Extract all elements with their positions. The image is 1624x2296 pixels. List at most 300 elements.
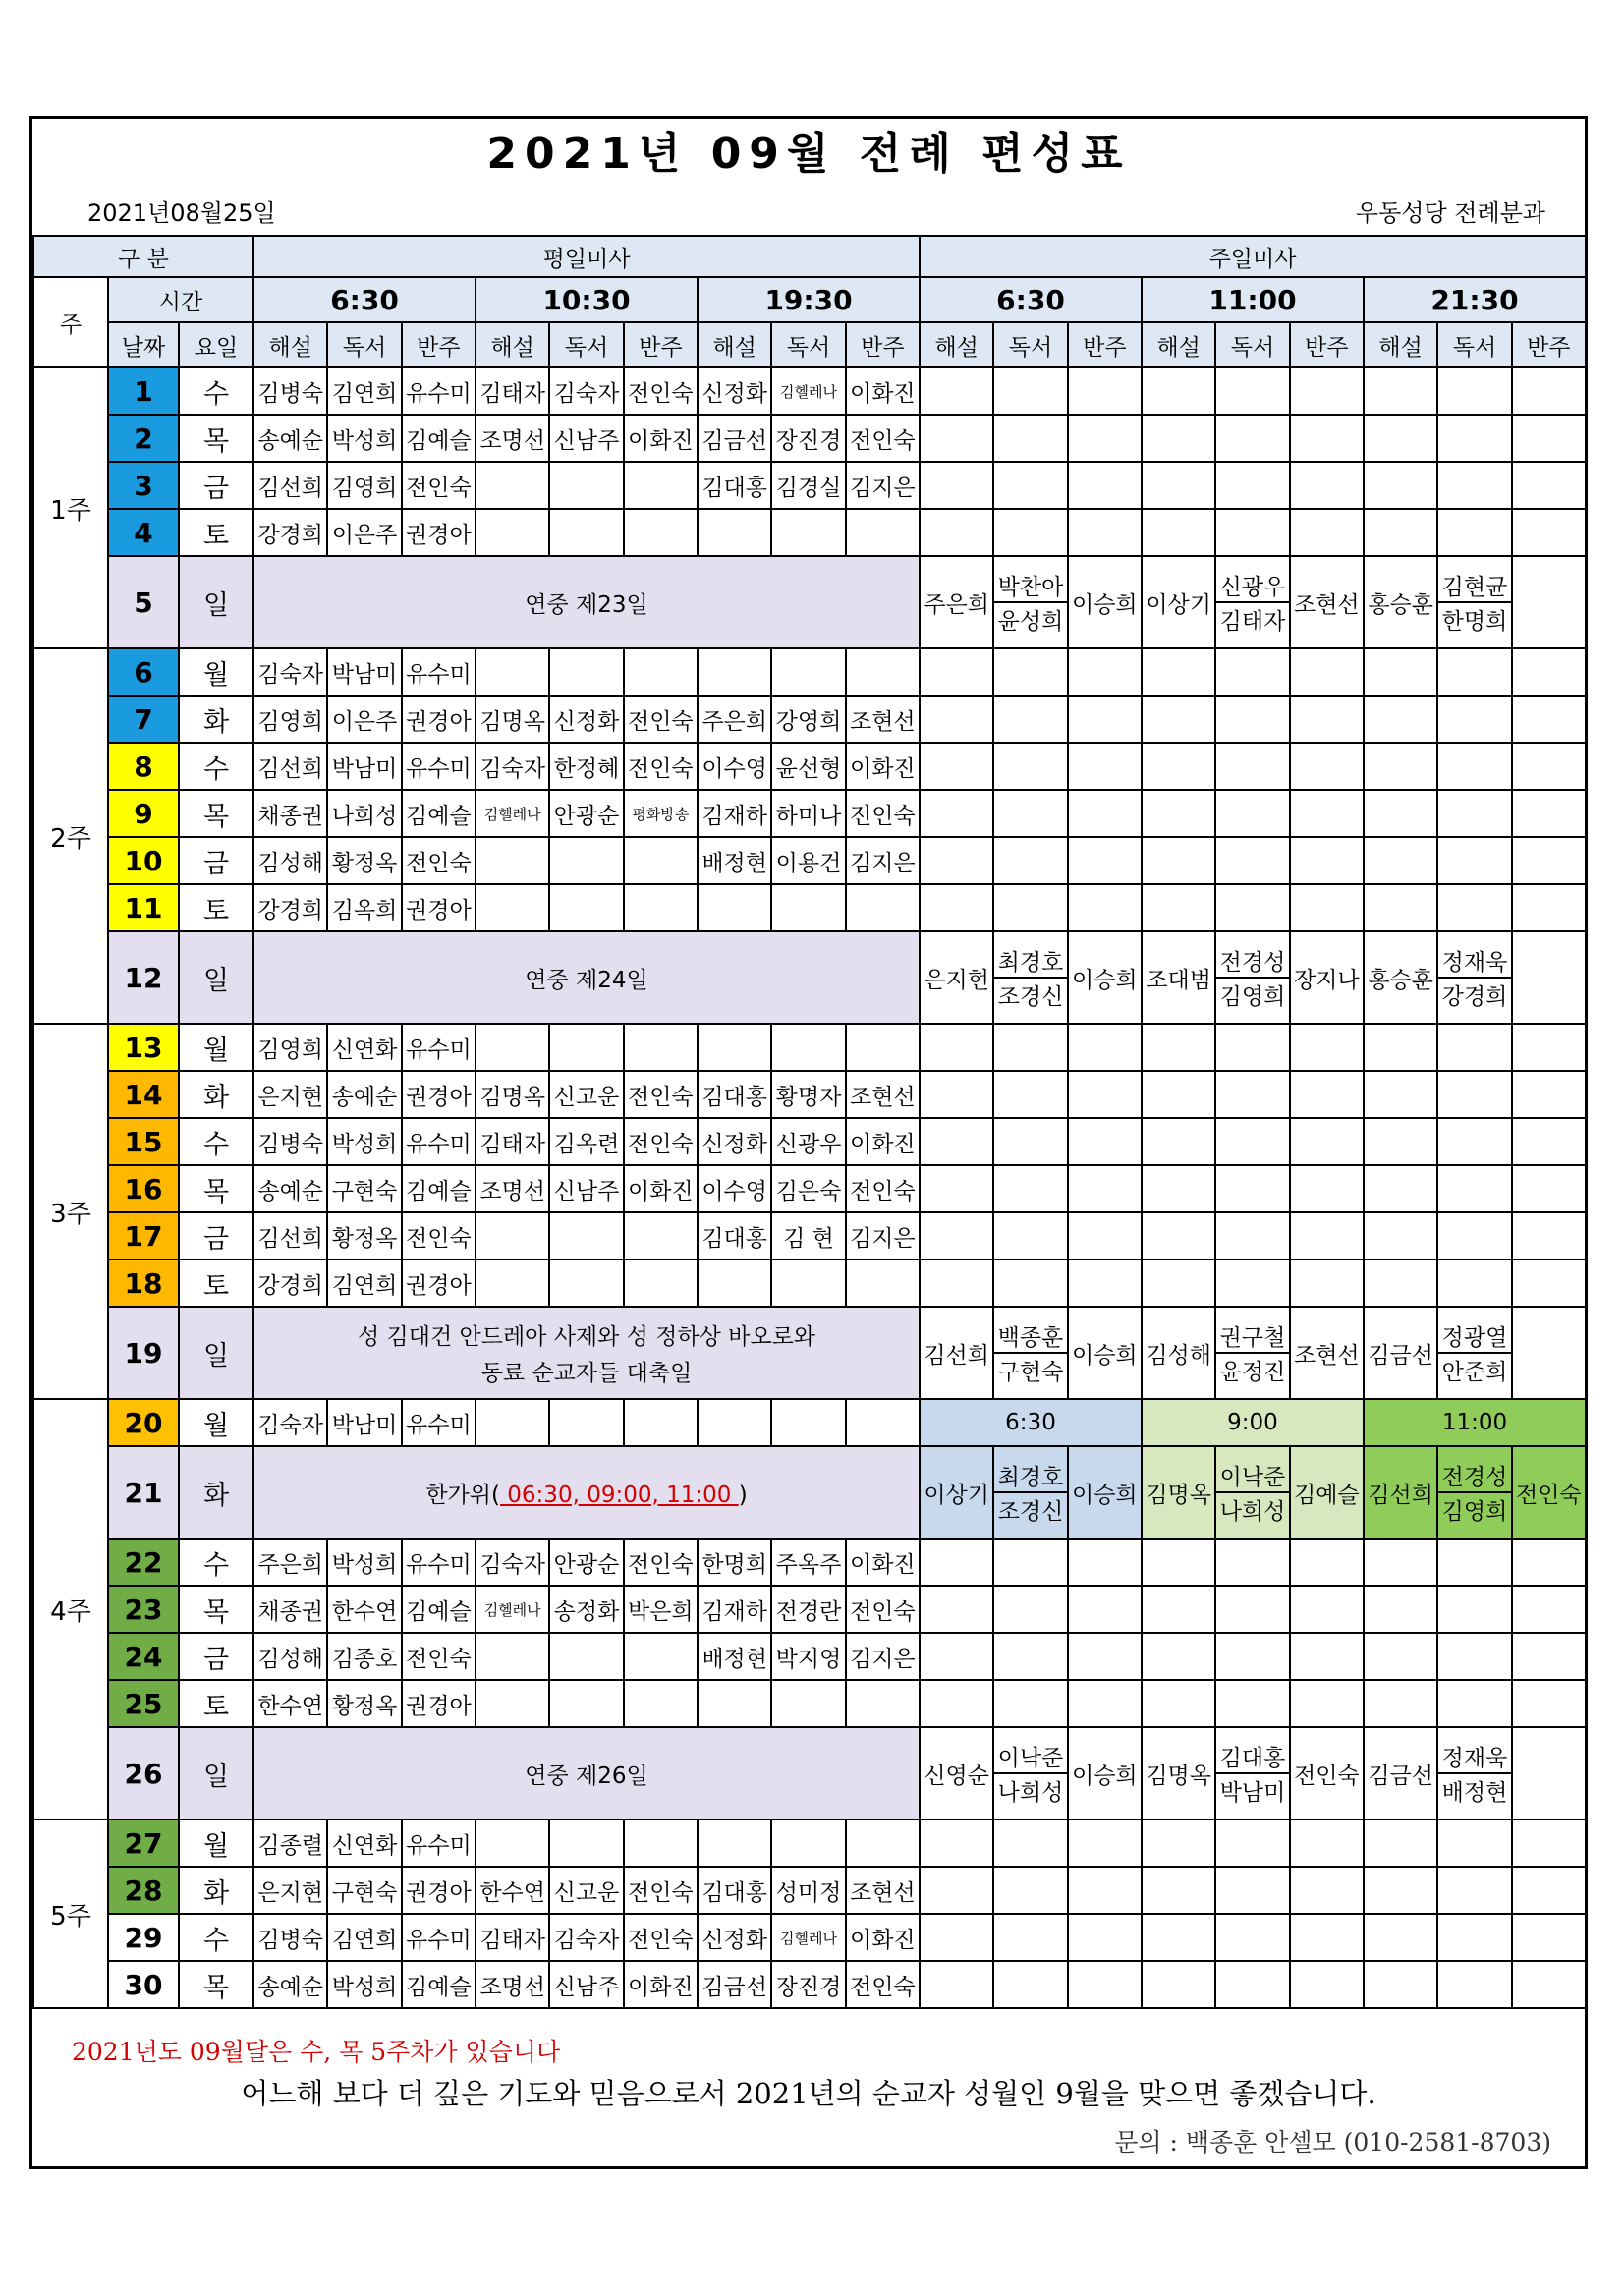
role-cell xyxy=(1512,1680,1586,1727)
role-cell xyxy=(993,415,1067,462)
date-cell: 16 xyxy=(108,1165,179,1212)
role-cell xyxy=(698,1024,771,1071)
role-cell: 김지은 xyxy=(846,837,920,884)
week-label: 5주 xyxy=(33,1820,108,2008)
role-cell: 김예슬 xyxy=(402,1586,476,1633)
role-cell xyxy=(1290,1118,1364,1165)
role-cell: 김태자 xyxy=(476,1914,549,1961)
role-cell xyxy=(920,790,993,837)
role-cell xyxy=(698,1399,771,1446)
role-cell: 전인숙 xyxy=(624,1071,698,1118)
weekday-cell: 목 xyxy=(179,790,253,837)
role-cell xyxy=(1068,790,1142,837)
role-cell: 신정화 xyxy=(698,1118,771,1165)
role-cell: 전인숙 xyxy=(624,1867,698,1914)
role-cell xyxy=(1215,696,1289,743)
role-cell: 신남주 xyxy=(549,415,623,462)
role-cell: 조명선 xyxy=(476,1961,549,2008)
role-cell xyxy=(1512,1212,1586,1260)
readers-cell xyxy=(1215,1307,1289,1399)
organ-cell: 전인숙 xyxy=(1512,1446,1586,1539)
organ-cell xyxy=(1512,556,1586,648)
document-organization: 우동성당 전례분과 xyxy=(1355,199,1545,227)
role-cell: 권경아 xyxy=(402,1867,476,1914)
role-cell xyxy=(1215,1914,1289,1961)
role-cell xyxy=(920,1820,993,1867)
date-cell: 3 xyxy=(108,462,179,509)
role-cell xyxy=(920,696,993,743)
header-weekday-time: 10:30 xyxy=(476,277,698,322)
role-cell xyxy=(1215,1961,1289,2008)
reader-name: 박남미 xyxy=(1219,1780,1286,1806)
feast-title-line: 연중 제24일 xyxy=(525,967,648,993)
role-cell: 전인숙 xyxy=(624,696,698,743)
role-cell: 김숙자 xyxy=(253,648,327,696)
role-cell: 나희성 xyxy=(327,790,401,837)
header-role: 독서 xyxy=(1437,322,1511,367)
role-cell: 김헬레나 xyxy=(476,790,549,837)
role-cell xyxy=(624,1680,698,1727)
role-cell: 김대홍 xyxy=(698,1071,771,1118)
feast-title-line: 연중 제26일 xyxy=(525,1763,648,1789)
reader-name: 나희성 xyxy=(1219,1499,1286,1525)
role-cell: 김재하 xyxy=(698,1586,771,1633)
role-cell xyxy=(1512,1024,1586,1071)
weekday-cell: 화 xyxy=(179,1446,253,1539)
role-cell xyxy=(920,1118,993,1165)
table-row xyxy=(33,1165,1586,1212)
role-cell xyxy=(624,1820,698,1867)
role-cell xyxy=(920,509,993,556)
role-cell xyxy=(993,1071,1067,1118)
table-row xyxy=(33,462,1586,509)
header-sunday-mass: 주일미사 xyxy=(920,236,1586,277)
role-cell xyxy=(1142,648,1215,696)
header-role: 독서 xyxy=(1215,322,1289,367)
table-row xyxy=(33,1399,1586,1446)
role-cell xyxy=(1142,837,1215,884)
role-cell xyxy=(1215,509,1289,556)
readers-cell xyxy=(1215,1727,1289,1820)
document-date: 2021년08월25일 xyxy=(87,199,276,227)
weekday-cell: 토 xyxy=(179,509,253,556)
role-cell xyxy=(549,1212,623,1260)
weekday-cell: 일 xyxy=(179,1307,253,1399)
table-row xyxy=(33,1539,1586,1586)
role-cell: 신연화 xyxy=(327,1820,401,1867)
commentary-cell: 김선희 xyxy=(1364,1446,1437,1539)
role-cell xyxy=(1512,837,1586,884)
role-cell: 전인숙 xyxy=(846,790,920,837)
role-cell xyxy=(1437,509,1511,556)
organ-cell xyxy=(1512,1727,1586,1820)
role-cell: 김연희 xyxy=(327,1914,401,1961)
role-cell: 조명선 xyxy=(476,415,549,462)
table-row xyxy=(33,509,1586,556)
role-cell xyxy=(1290,884,1364,931)
role-cell: 김숙자 xyxy=(476,1539,549,1586)
role-cell: 이화진 xyxy=(846,1914,920,1961)
role-cell xyxy=(1290,462,1364,509)
weekday-cell: 월 xyxy=(179,648,253,696)
role-cell xyxy=(624,1212,698,1260)
role-cell xyxy=(1364,648,1437,696)
weekday-cell: 금 xyxy=(179,1212,253,1260)
role-cell xyxy=(1364,462,1437,509)
role-cell xyxy=(1290,790,1364,837)
role-cell xyxy=(1512,1914,1586,1961)
role-cell xyxy=(1437,462,1511,509)
role-cell: 강경희 xyxy=(253,509,327,556)
role-cell: 권경아 xyxy=(402,696,476,743)
role-cell: 김예슬 xyxy=(402,415,476,462)
role-cell: 이화진 xyxy=(624,1961,698,2008)
role-cell: 박남미 xyxy=(327,743,401,790)
role-cell xyxy=(1290,1961,1364,2008)
commentary-cell: 홍승훈 xyxy=(1364,931,1437,1024)
table-row xyxy=(33,277,1586,322)
role-cell xyxy=(846,1024,920,1071)
role-cell xyxy=(1437,1867,1511,1914)
role-cell xyxy=(993,1260,1067,1307)
role-cell xyxy=(1142,1071,1215,1118)
commentary-cell: 주은희 xyxy=(920,556,993,648)
role-cell xyxy=(624,509,698,556)
date-cell: 11 xyxy=(108,884,179,931)
readers-cell xyxy=(1215,931,1289,1024)
role-cell xyxy=(1068,743,1142,790)
role-cell xyxy=(1290,1586,1364,1633)
role-cell: 유수미 xyxy=(402,1820,476,1867)
role-cell xyxy=(698,1680,771,1727)
role-cell xyxy=(1290,1071,1364,1118)
date-cell: 20 xyxy=(108,1399,179,1446)
role-cell xyxy=(920,1165,993,1212)
date-cell: 15 xyxy=(108,1118,179,1165)
date-cell: 25 xyxy=(108,1680,179,1727)
role-cell xyxy=(1068,1820,1142,1867)
table-row xyxy=(33,1446,1586,1539)
role-cell: 이용건 xyxy=(771,837,845,884)
reader-name: 전경성 xyxy=(1216,944,1288,979)
header-role: 반주 xyxy=(624,322,698,367)
role-cell xyxy=(1437,884,1511,931)
role-cell: 성미정 xyxy=(771,1867,845,1914)
role-cell xyxy=(1068,1961,1142,2008)
role-cell xyxy=(920,1071,993,1118)
role-cell xyxy=(1215,1820,1289,1867)
date-cell: 7 xyxy=(108,696,179,743)
header-date: 날짜 xyxy=(108,322,179,367)
role-cell: 이은주 xyxy=(327,509,401,556)
role-cell xyxy=(993,1914,1067,1961)
role-cell: 주옥주 xyxy=(771,1539,845,1586)
role-cell: 신고운 xyxy=(549,1071,623,1118)
role-cell xyxy=(1290,367,1364,415)
role-cell xyxy=(846,1260,920,1307)
table-row xyxy=(33,931,1586,1024)
role-cell xyxy=(1437,1118,1511,1165)
role-cell xyxy=(771,509,845,556)
role-cell: 권경아 xyxy=(402,1071,476,1118)
role-cell xyxy=(1215,1165,1289,1212)
date-cell: 8 xyxy=(108,743,179,790)
role-cell: 박남미 xyxy=(327,648,401,696)
reader-name: 최경호 xyxy=(994,944,1066,979)
role-cell: 한정혜 xyxy=(549,743,623,790)
role-cell xyxy=(476,1024,549,1071)
header-role: 해설 xyxy=(920,322,993,367)
mass-time-slot: 9:00 xyxy=(1142,1399,1364,1446)
role-cell xyxy=(698,1820,771,1867)
role-cell: 김은숙 xyxy=(771,1165,845,1212)
reader-name: 김영희 xyxy=(1441,1499,1508,1525)
weekday-cell: 화 xyxy=(179,1867,253,1914)
organ-cell xyxy=(1512,931,1586,1024)
chuseok-label: 한가위( xyxy=(425,1482,500,1508)
role-cell xyxy=(771,1024,845,1071)
role-cell xyxy=(1215,1024,1289,1071)
role-cell: 윤선형 xyxy=(771,743,845,790)
role-cell xyxy=(1512,696,1586,743)
commentary-cell: 김성해 xyxy=(1142,1307,1215,1399)
weekday-cell: 토 xyxy=(179,884,253,931)
date-cell: 1 xyxy=(108,367,179,415)
feast-title-line: 성 김대건 안드레아 사제와 성 정하상 바오로와 xyxy=(358,1324,816,1350)
role-cell: 김태자 xyxy=(476,367,549,415)
reader-name: 구현숙 xyxy=(997,1360,1064,1385)
header-role: 독서 xyxy=(993,322,1067,367)
role-cell xyxy=(1364,884,1437,931)
role-cell xyxy=(771,1680,845,1727)
role-cell xyxy=(1512,1539,1586,1586)
table-row xyxy=(33,1961,1586,2008)
role-cell xyxy=(1512,462,1586,509)
role-cell: 전인숙 xyxy=(624,1118,698,1165)
role-cell xyxy=(771,648,845,696)
role-cell xyxy=(1290,648,1364,696)
readers-cell xyxy=(1437,556,1511,648)
role-cell: 박성희 xyxy=(327,415,401,462)
role-cell xyxy=(1437,790,1511,837)
organ-cell xyxy=(1512,1307,1586,1399)
role-cell: 김병숙 xyxy=(253,1914,327,1961)
role-cell: 신광우 xyxy=(771,1118,845,1165)
role-cell xyxy=(993,1680,1067,1727)
role-cell: 강경희 xyxy=(253,1260,327,1307)
role-cell xyxy=(1142,1914,1215,1961)
table-row xyxy=(33,1633,1586,1680)
reader-name: 김현균 xyxy=(1438,569,1510,603)
role-cell: 송정화 xyxy=(549,1586,623,1633)
role-cell xyxy=(993,367,1067,415)
readers-cell xyxy=(1437,1446,1511,1539)
role-cell: 김예슬 xyxy=(402,1961,476,2008)
role-cell: 박은희 xyxy=(624,1586,698,1633)
date-cell: 29 xyxy=(108,1914,179,1961)
role-cell: 은지현 xyxy=(253,1867,327,1914)
reader-name: 강경희 xyxy=(1441,984,1508,1010)
role-cell: 김재하 xyxy=(698,790,771,837)
role-cell: 송예순 xyxy=(327,1071,401,1118)
weekday-cell: 월 xyxy=(179,1024,253,1071)
role-cell xyxy=(1290,1867,1364,1914)
date-cell: 14 xyxy=(108,1071,179,1118)
role-cell xyxy=(476,509,549,556)
header-role: 반주 xyxy=(1290,322,1364,367)
role-cell: 김성해 xyxy=(253,1633,327,1680)
role-cell: 박성희 xyxy=(327,1118,401,1165)
role-cell xyxy=(920,1680,993,1727)
role-cell xyxy=(1290,1212,1364,1260)
role-cell xyxy=(1364,1914,1437,1961)
role-cell xyxy=(1437,1260,1511,1307)
role-cell xyxy=(1142,1586,1215,1633)
role-cell: 김숙자 xyxy=(253,1399,327,1446)
weekday-cell: 수 xyxy=(179,1914,253,1961)
role-cell xyxy=(549,1399,623,1446)
role-cell: 김연희 xyxy=(327,1260,401,1307)
header-sunday-time: 21:30 xyxy=(1364,277,1586,322)
role-cell: 채종권 xyxy=(253,790,327,837)
role-cell: 박지영 xyxy=(771,1633,845,1680)
weekday-cell: 목 xyxy=(179,415,253,462)
header-sunday-time: 11:00 xyxy=(1142,277,1364,322)
reader-name: 윤성희 xyxy=(997,609,1064,635)
role-cell xyxy=(1512,367,1586,415)
role-cell xyxy=(1215,1586,1289,1633)
role-cell xyxy=(1142,1260,1215,1307)
role-cell: 김예슬 xyxy=(402,1165,476,1212)
role-cell xyxy=(549,1024,623,1071)
role-cell: 김숙자 xyxy=(476,743,549,790)
role-cell: 김대홍 xyxy=(698,462,771,509)
role-cell xyxy=(1142,509,1215,556)
readers-cell xyxy=(993,1307,1067,1399)
reader-name: 배정현 xyxy=(1441,1780,1508,1806)
role-cell xyxy=(846,509,920,556)
role-cell: 박성희 xyxy=(327,1539,401,1586)
role-cell xyxy=(476,1399,549,1446)
chuseok-title xyxy=(253,1446,920,1539)
role-cell: 김영희 xyxy=(327,462,401,509)
header-role: 해설 xyxy=(1142,322,1215,367)
header-role: 해설 xyxy=(1364,322,1437,367)
role-cell xyxy=(846,1820,920,1867)
role-cell xyxy=(1215,415,1289,462)
table-row xyxy=(33,236,1586,277)
table-row xyxy=(33,790,1586,837)
date-cell: 17 xyxy=(108,1212,179,1260)
header-role: 해설 xyxy=(698,322,771,367)
table-row xyxy=(33,1867,1586,1914)
role-cell xyxy=(1437,1071,1511,1118)
readers-cell xyxy=(993,556,1067,648)
date-cell: 30 xyxy=(108,1961,179,2008)
role-cell: 박남미 xyxy=(327,1399,401,1446)
weekday-cell: 금 xyxy=(179,462,253,509)
role-cell xyxy=(1215,1118,1289,1165)
role-cell: 김연희 xyxy=(327,367,401,415)
role-cell xyxy=(1215,1212,1289,1260)
role-cell: 김옥희 xyxy=(327,884,401,931)
role-cell: 유수미 xyxy=(402,367,476,415)
role-cell xyxy=(1364,415,1437,462)
schedule-document xyxy=(29,116,1588,2169)
role-cell xyxy=(1290,837,1364,884)
role-cell: 김명옥 xyxy=(476,1071,549,1118)
role-cell: 김태자 xyxy=(476,1118,549,1165)
weekday-cell: 수 xyxy=(179,743,253,790)
role-cell: 이수영 xyxy=(698,743,771,790)
role-cell xyxy=(1068,509,1142,556)
role-cell: 전인숙 xyxy=(846,1586,920,1633)
sunday-title xyxy=(253,931,920,1024)
commentary-cell: 은지현 xyxy=(920,931,993,1024)
role-cell xyxy=(1142,367,1215,415)
role-cell: 한명희 xyxy=(698,1539,771,1586)
role-cell xyxy=(1512,1260,1586,1307)
role-cell: 김성해 xyxy=(253,837,327,884)
role-cell: 강영희 xyxy=(771,696,845,743)
role-cell xyxy=(1512,743,1586,790)
role-cell xyxy=(549,1633,623,1680)
role-cell xyxy=(1068,1212,1142,1260)
reader-name: 백종훈 xyxy=(994,1319,1066,1354)
weekday-cell: 월 xyxy=(179,1820,253,1867)
role-cell xyxy=(993,1024,1067,1071)
role-cell xyxy=(1142,884,1215,931)
role-cell xyxy=(549,837,623,884)
organ-cell: 김예슬 xyxy=(1290,1446,1364,1539)
role-cell: 유수미 xyxy=(402,1024,476,1071)
role-cell xyxy=(624,648,698,696)
role-cell: 김숙자 xyxy=(549,1914,623,1961)
role-cell: 송예순 xyxy=(253,415,327,462)
role-cell xyxy=(1437,837,1511,884)
header-week: 주 xyxy=(33,277,108,367)
role-cell xyxy=(993,1867,1067,1914)
role-cell xyxy=(698,509,771,556)
role-cell xyxy=(920,1867,993,1914)
role-cell: 조현선 xyxy=(846,1071,920,1118)
role-cell xyxy=(1068,415,1142,462)
role-cell xyxy=(1437,367,1511,415)
role-cell xyxy=(993,1165,1067,1212)
role-cell: 전인숙 xyxy=(402,462,476,509)
role-cell xyxy=(1512,509,1586,556)
weekday-cell: 월 xyxy=(179,1399,253,1446)
role-cell xyxy=(1437,415,1511,462)
header-role: 반주 xyxy=(846,322,920,367)
role-cell xyxy=(1068,1071,1142,1118)
weekday-cell: 일 xyxy=(179,556,253,648)
table-row xyxy=(33,1212,1586,1260)
role-cell xyxy=(1142,1165,1215,1212)
role-cell xyxy=(1142,696,1215,743)
role-cell: 장진경 xyxy=(771,1961,845,2008)
role-cell xyxy=(1364,1586,1437,1633)
role-cell xyxy=(1068,367,1142,415)
reader-name: 전경성 xyxy=(1438,1459,1510,1493)
role-cell: 이화진 xyxy=(846,1118,920,1165)
weekday-cell: 수 xyxy=(179,1539,253,1586)
role-cell xyxy=(1142,1212,1215,1260)
role-cell xyxy=(993,743,1067,790)
commentary-cell: 이상기 xyxy=(1142,556,1215,648)
table-row xyxy=(33,1260,1586,1307)
role-cell: 주은희 xyxy=(253,1539,327,1586)
